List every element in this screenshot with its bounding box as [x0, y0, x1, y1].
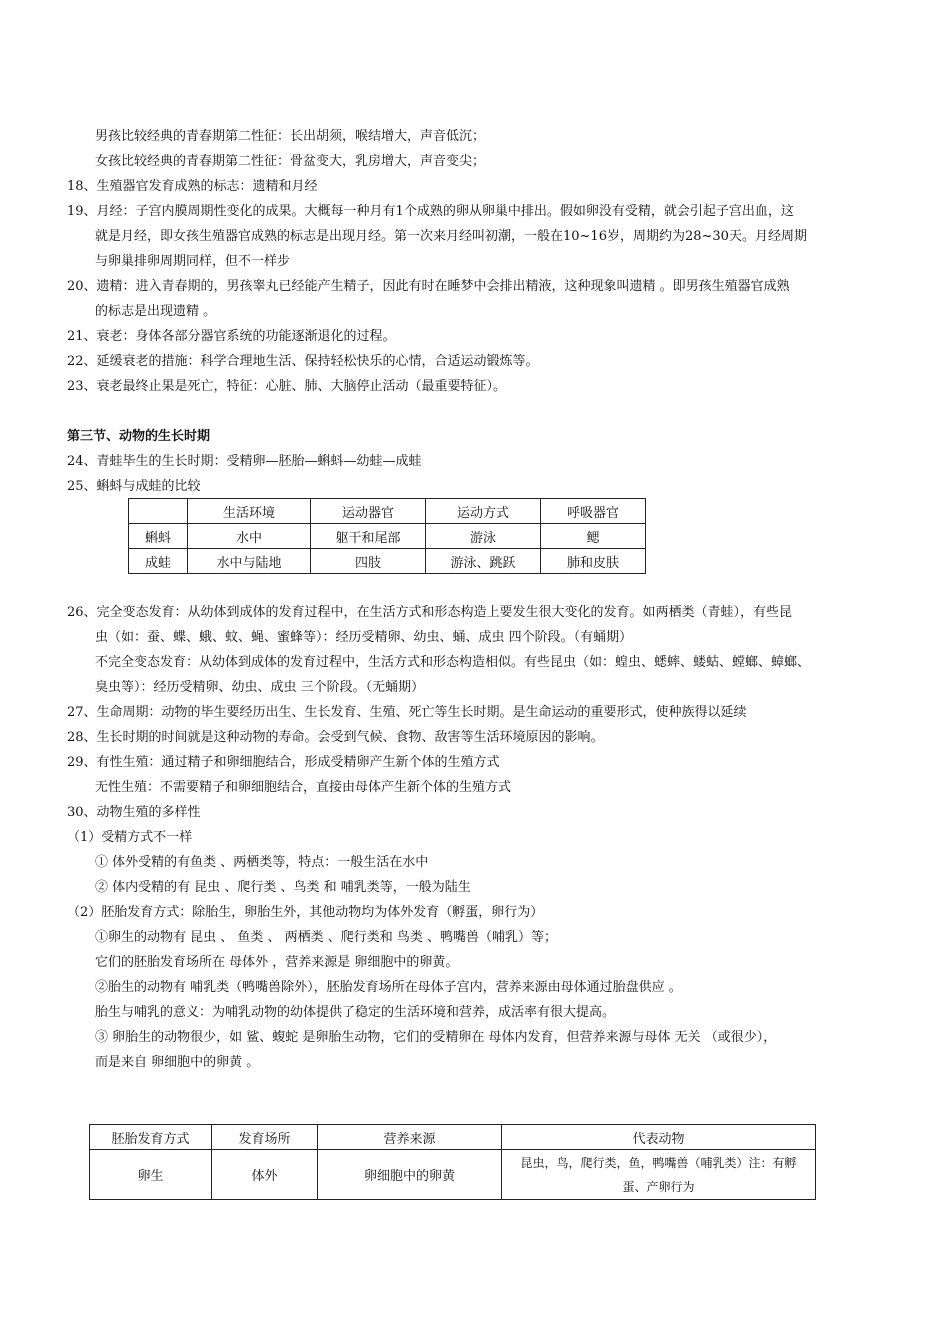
text-line: 胎生与哺乳的意义：为哺乳动物的幼体提供了稳定的生活环境和营养，成活率有很大提高。	[95, 1005, 616, 1020]
table-cell: 体外	[212, 1150, 318, 1200]
embryo-development-table	[89, 1124, 816, 1200]
text-line: 就是月经，即女孩生殖器官成熟的标志是出现月经。第一次来月经叫初潮，一般在10~16岁，周期约为28~30天。月经周期	[95, 229, 807, 244]
item-22: 22、延缓衰老的措施：科学合理地生活、保持轻松快乐的心情，合适运动锻炼等。	[67, 354, 539, 369]
table-cell	[129, 499, 188, 524]
text-line: 无性生殖：不需要精子和卵细胞结合，直接由母体产生新个体的生殖方式	[95, 780, 512, 795]
table-cell: 卵生	[90, 1150, 212, 1200]
item-18: 18、生殖器官发育成熟的标志：遗精和月经	[67, 179, 318, 194]
text-line: 而是来自 卵细胞中的卵黄 。	[95, 1055, 260, 1070]
table-cell	[502, 1150, 816, 1200]
cell-line: 蛋、产卵行为	[622, 1179, 695, 1194]
table-cell: 运动器官	[311, 499, 426, 524]
table-cell: 水中与陆地	[188, 549, 311, 574]
text-line: 男孩比较经典的青春期第二性征：长出胡须，喉结增大，声音低沉；	[95, 129, 486, 144]
item-26: 26、完全变态发育：从幼体到成体的发育过程中，在生活方式和形态构造上要发生很大变化的发育。如两栖类（青蛙），有些昆	[67, 605, 793, 620]
text-line: 不完全变态发育：从幼体到成体的发育过程中，生活方式和形态构造相似。有些昆虫（如：蝗虫、蟋蟀、蝼蛄、螳螂、蟑螂、	[95, 655, 811, 670]
text-line: ①卵生的动物有 昆虫 、 鱼类 、 两栖类 、爬行类和 鸟类 、鸭嘴兽（哺乳）等；	[95, 930, 558, 945]
table-cell: 蝌蚪	[129, 524, 188, 549]
text-line: 臭虫等）：经历受精卵、幼虫、成虫 三个阶段。（无蛹期）	[95, 680, 425, 695]
table-cell: 卵细胞中的卵黄	[318, 1150, 502, 1200]
table-cell: 肺和皮肤	[541, 549, 646, 574]
table-header-row	[90, 1125, 816, 1150]
table-row	[90, 1150, 816, 1200]
cell-line: 昆虫，鸟，爬行类，鱼，鸭嘴兽（哺乳类）注：有孵	[520, 1155, 797, 1170]
table-cell: 游泳	[426, 524, 541, 549]
table-cell: 运动方式	[426, 499, 541, 524]
item-29: 29、有性生殖：通过精子和卵细胞结合，形成受精卵产生新个体的生殖方式	[67, 755, 500, 770]
text-line: （2）胚胎发育方式：除胎生，卵胎生外，其他动物均为体外发育（孵蛋，卵行为）	[67, 905, 544, 920]
item-23: 23、衰老最终止果是死亡，特征：心脏、肺、大脑停止活动（最重要特征）。	[67, 379, 507, 394]
table-cell: 鳃	[541, 524, 646, 549]
item-27: 27、生命周期：动物的毕生要经历出生、生长发育、生殖、死亡等生长时期。是生命运动的重要形式，使种族得以延续	[67, 705, 747, 720]
table-header-row	[129, 499, 646, 524]
table-cell: 游泳、跳跃	[426, 549, 541, 574]
item-24: 24、青蛙毕生的生长时期：受精卵—胚胎—蝌蚪—幼蛙—成蛙	[67, 454, 422, 469]
table-cell: 营养来源	[318, 1125, 502, 1150]
table-row	[129, 549, 646, 574]
item-25: 25、蝌蚪与成蛙的比较	[67, 479, 201, 494]
text-line: 女孩比较经典的青春期第二性征：骨盆变大，乳房增大，声音变尖；	[95, 154, 486, 169]
item-20: 20、遗精：进入青春期的，男孩睾丸已经能产生精子，因此有时在睡梦中会排出精液，这种现象叫遗精 。即男孩生殖器官成熟	[67, 279, 790, 294]
table-cell: 四肢	[311, 549, 426, 574]
table-cell: 代表动物	[502, 1125, 816, 1150]
item-28: 28、生长时期的时间就是这种动物的寿命。会受到气候、食物、敌害等生活环境原因的影响。	[67, 730, 604, 745]
table-cell: 躯干和尾部	[311, 524, 426, 549]
text-line: 它们的胚胎发育场所在 母体外 ，营养来源是 卵细胞中的卵黄。	[95, 955, 459, 970]
text-line: （1）受精方式不一样	[67, 830, 193, 845]
table-cell: 发育场所	[212, 1125, 318, 1150]
tadpole-frog-table	[128, 498, 646, 574]
text-line: 的标志是出现遗精 。	[95, 304, 217, 319]
table-cell: 呼吸器官	[541, 499, 646, 524]
text-line: 虫（如：蚕、蝶、蛾、蚊、蝇、蜜蜂等）：经历受精卵、幼虫、蛹、成虫 四个阶段。（有蛹期）	[95, 630, 633, 645]
text-line: 与卵巢排卵周期同样，但不一样步	[95, 254, 291, 269]
text-line: ③ 卵胎生的动物很少，如 鲨、蝮蛇 是卵胎生动物，它们的受精卵在 母体内发育，但营养来源与母体 无关 （或很少），	[95, 1030, 777, 1045]
item-30: 30、动物生殖的多样性	[67, 805, 201, 820]
table-cell: 胚胎发育方式	[90, 1125, 212, 1150]
text-line: ② 体内受精的有 昆虫 、爬行类 、鸟类 和 哺乳类等，一般为陆生	[95, 880, 471, 895]
text-line: ① 体外受精的有鱼类 、两栖类等，特点：一般生活在水中	[95, 855, 429, 870]
table-row	[129, 524, 646, 549]
table-cell: 水中	[188, 524, 311, 549]
item-19: 19、月经：子宫内膜周期性变化的成果。大概每一种月有1个成熟的卵从卵巢中排出。假如卵没有受精，就会引起子宫出血，这	[67, 204, 794, 219]
section-heading: 第三节、动物的生长时期	[67, 429, 211, 444]
item-21: 21、衰老：身体各部分器官系统的功能逐渐退化的过程。	[67, 329, 396, 344]
table-cell: 生活环境	[188, 499, 311, 524]
table-cell: 成蛙	[129, 549, 188, 574]
text-line: ②胎生的动物有 哺乳类（鸭嘴兽除外），胚胎发育场所在母体子宫内，营养来源由母体通过胎盘供应 。	[95, 980, 682, 995]
